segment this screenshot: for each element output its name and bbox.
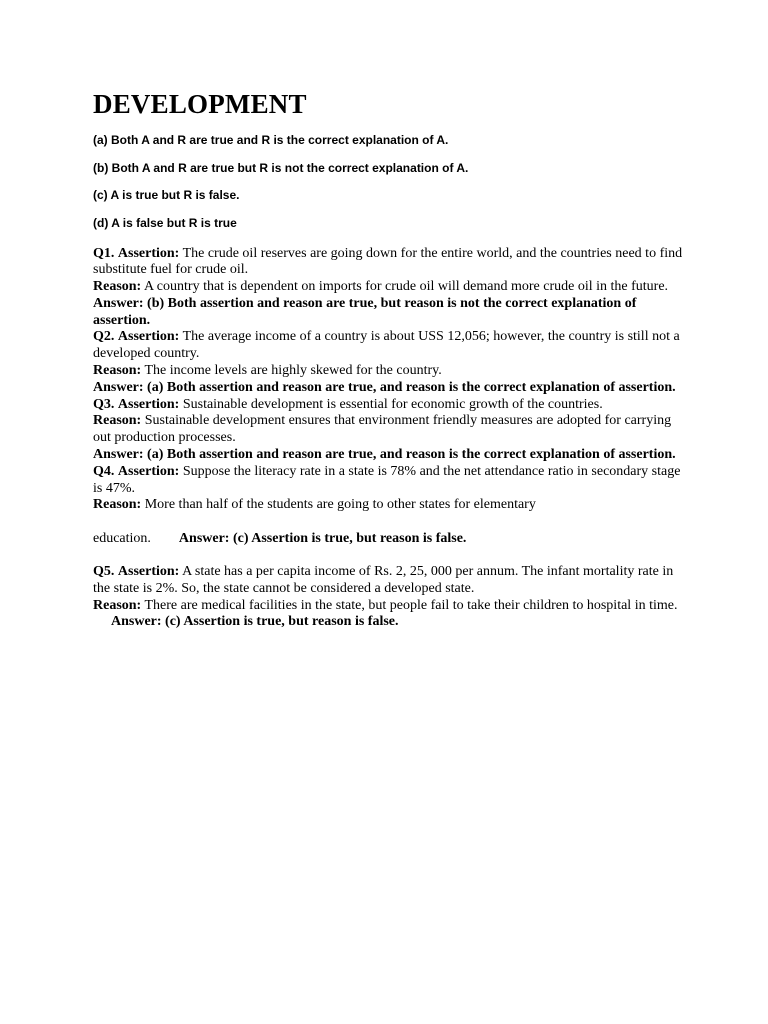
q3-assertion bbox=[93, 397, 683, 414]
answer-label: Answer: bbox=[178, 531, 230, 547]
reason-label: Reason: bbox=[93, 279, 142, 295]
q4-answer bbox=[179, 531, 467, 546]
q2-reason-text: The income levels are highly skewed for the country. bbox=[144, 363, 442, 379]
assertion-label: Assertion: bbox=[117, 564, 180, 580]
option-b: (b) Both A and R are true but R is not the correct explanation of A. bbox=[93, 160, 469, 175]
q3-number: Q3. bbox=[93, 396, 115, 412]
reason-label: Reason: bbox=[93, 497, 142, 513]
q1-answer-text: (b) Both assertion and reason are true, but reason is not the correct explanation of assertion. bbox=[93, 295, 637, 328]
q5-answer bbox=[111, 614, 399, 629]
q1-assertion bbox=[93, 246, 683, 280]
q5-assertion bbox=[93, 564, 683, 598]
assertion-label: Assertion: bbox=[117, 463, 180, 479]
reason-label: Reason: bbox=[93, 597, 142, 613]
q2-answer-text: (a) Both assertion and reason are true, and reason is the correct explanation of assertion. bbox=[147, 379, 676, 395]
page-title: DEVELOPMENT bbox=[93, 89, 307, 119]
q3-reason bbox=[93, 413, 683, 447]
answer-label: Answer: bbox=[93, 447, 144, 463]
q5-reason-text: There are medical facilities in the state, but people fail to take their children to hospital in time. bbox=[144, 597, 678, 613]
q2-assertion bbox=[93, 329, 683, 363]
q1-answer bbox=[93, 296, 683, 330]
q4-assertion-text: Suppose the literacy rate in a state is 78% and the net attendance ratio in secondary stage is 47%. bbox=[93, 463, 681, 496]
assertion-label: Assertion: bbox=[117, 245, 180, 261]
answer-label: Answer: bbox=[93, 379, 144, 395]
q2-assertion-text: The average income of a country is about USS 12,056; however, the country is still not a developed country. bbox=[93, 329, 680, 362]
q4-assertion bbox=[93, 464, 683, 498]
q2-reason bbox=[93, 363, 683, 380]
q3-answer bbox=[93, 447, 683, 464]
q5-answer-text: (c) Assertion is true, but reason is false. bbox=[165, 614, 399, 630]
q4-number: Q4. bbox=[93, 463, 115, 479]
assertion-label: Assertion: bbox=[117, 329, 180, 345]
q4-reason bbox=[93, 497, 683, 514]
option-c: (c) A is true but R is false. bbox=[93, 188, 240, 202]
q5-reason bbox=[93, 598, 683, 632]
q3-assertion-text: Sustainable development is essential for economic growth of the countries. bbox=[182, 396, 603, 412]
option-a: (a) Both A and R are true and R is the correct explanation of A. bbox=[93, 133, 449, 147]
reason-label: Reason: bbox=[93, 363, 142, 379]
questions-section bbox=[93, 246, 683, 632]
q1-number: Q1. bbox=[93, 245, 115, 261]
q4-reason-text: More than half of the students are going to other states for elementary bbox=[144, 497, 536, 513]
q5-number: Q5. bbox=[93, 564, 115, 580]
q4-reason-continued-line bbox=[93, 531, 683, 548]
q4-reason-continued: education. bbox=[93, 531, 151, 547]
q4-answer-text: (c) Assertion is true, but reason is false. bbox=[232, 531, 467, 547]
q3-answer-text: (a) Both assertion and reason are true, and reason is the correct explanation of assertion. bbox=[147, 447, 676, 463]
q1-assertion-text: The crude oil reserves are going down for the entire world, and the countries need to find substitute fuel for crude oil. bbox=[93, 245, 683, 278]
assertion-label: Assertion: bbox=[117, 396, 180, 412]
answer-label: Answer: bbox=[93, 295, 144, 311]
document-page bbox=[93, 88, 683, 631]
options-list bbox=[93, 133, 683, 231]
q2-number: Q2. bbox=[93, 329, 115, 345]
q2-answer bbox=[93, 380, 683, 397]
answer-label: Answer: bbox=[111, 614, 162, 630]
q5-assertion-text: A state has a per capita income of Rs. 2, 25, 000 per annum. The infant mortality rate in the state is 2%. So, the state cannot be considered a developed state. bbox=[93, 564, 674, 596]
option-d: (d) A is false but R is true bbox=[93, 215, 237, 230]
q1-reason bbox=[93, 279, 683, 296]
q1-reason-text: A country that is dependent on imports for crude oil will demand more crude oil in the future. bbox=[143, 279, 669, 295]
q3-reason-text: Sustainable development ensures that environment friendly measures are adopted for carrying out production processes. bbox=[93, 413, 672, 446]
reason-label: Reason: bbox=[93, 413, 142, 429]
